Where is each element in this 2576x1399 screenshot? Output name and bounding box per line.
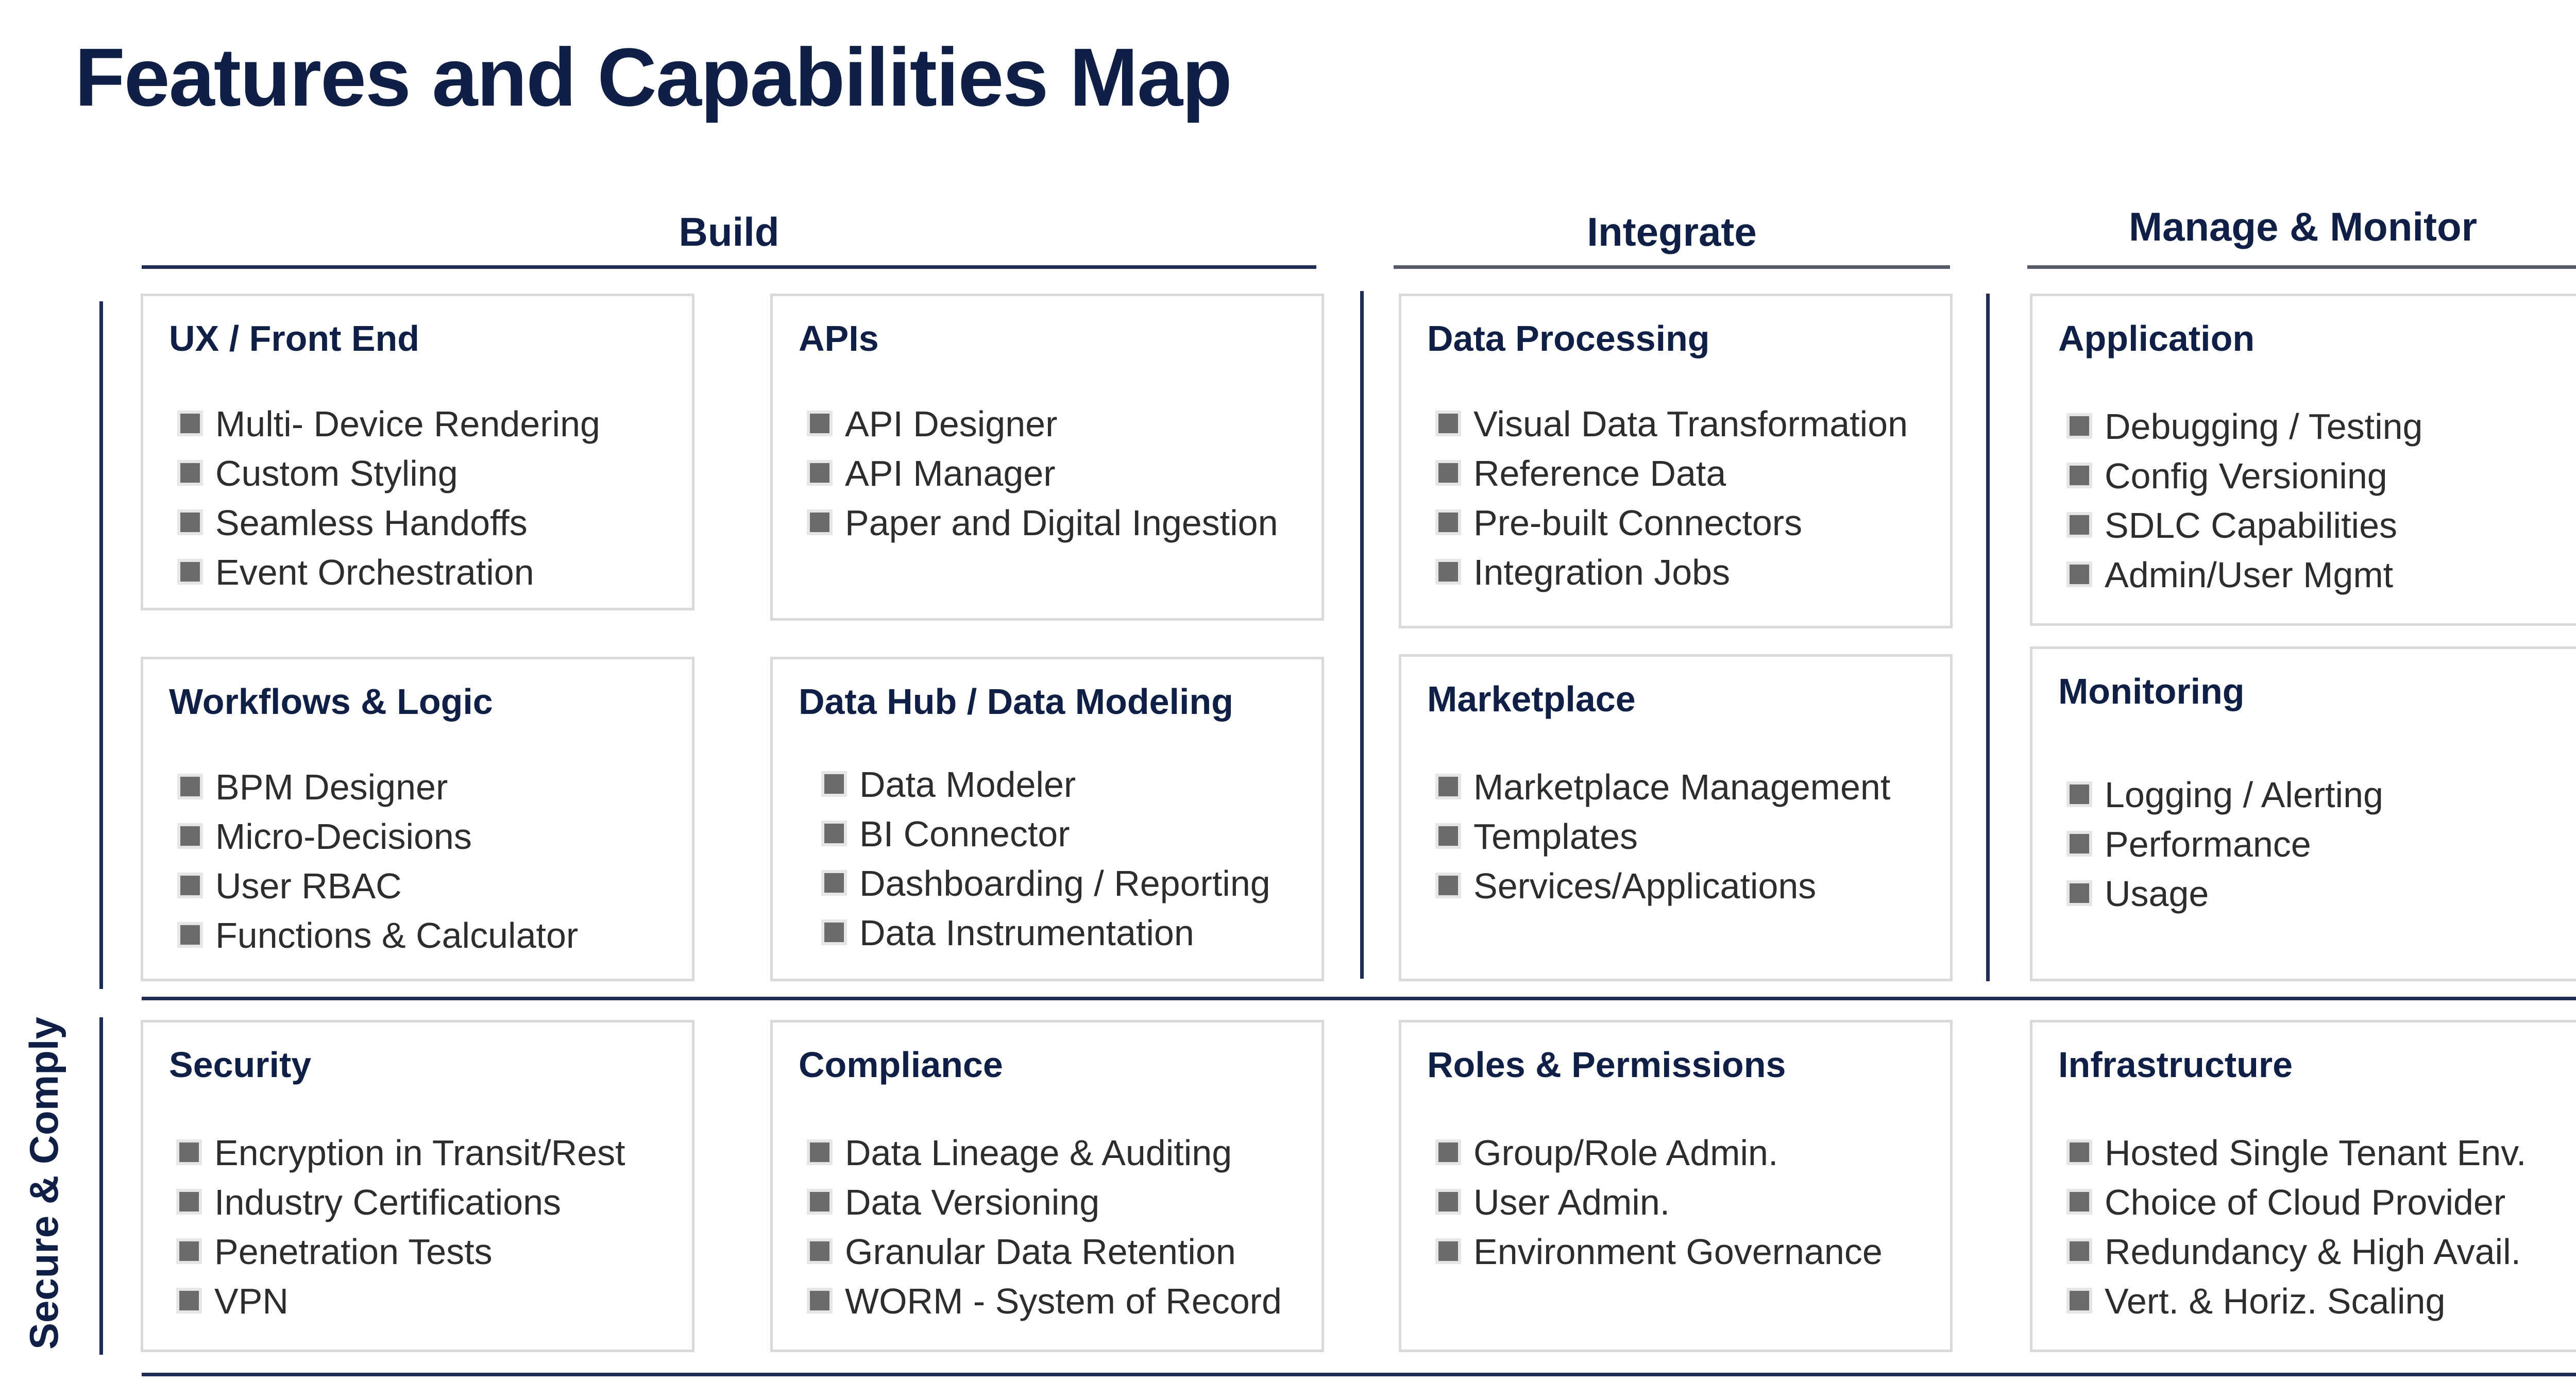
bottom-line xyxy=(142,1373,2576,1376)
card-compliance xyxy=(770,1020,1324,1352)
square-bullet-icon xyxy=(2070,1291,2089,1310)
square-bullet-icon xyxy=(824,774,844,794)
square-bullet-icon xyxy=(180,777,200,796)
list-item: Custom Styling xyxy=(180,449,600,498)
square-bullet-icon xyxy=(824,824,844,843)
card-title: Infrastructure xyxy=(2058,1045,2293,1085)
square-bullet-icon xyxy=(1438,777,1458,796)
square-bullet-icon xyxy=(824,923,844,942)
card-title: Marketplace xyxy=(1427,679,1636,719)
square-bullet-icon xyxy=(810,1142,829,1162)
square-bullet-icon xyxy=(1438,1241,1458,1261)
list-item: Vert. & Horiz. Scaling xyxy=(2070,1276,2527,1326)
square-bullet-icon xyxy=(2070,1192,2089,1212)
column-header-manage-monitor: Manage & Monitor xyxy=(2129,204,2477,249)
square-bullet-icon xyxy=(2070,834,2089,854)
manage-header-underline xyxy=(2027,265,2576,269)
card-marketplace xyxy=(1399,654,1953,981)
square-bullet-icon xyxy=(1438,876,1458,895)
square-bullet-icon xyxy=(2070,515,2089,535)
square-bullet-icon xyxy=(1438,826,1458,846)
square-bullet-icon xyxy=(2070,883,2089,903)
card-data-hub-modeling xyxy=(770,657,1324,981)
card-data-processing xyxy=(1399,294,1953,628)
card-title: Workflows & Logic xyxy=(169,681,493,722)
list-item: Group/Role Admin. xyxy=(1438,1128,1883,1178)
square-bullet-icon xyxy=(1438,562,1458,582)
feature-list xyxy=(1438,762,1890,911)
card-title: UX / Front End xyxy=(169,318,420,359)
square-bullet-icon xyxy=(180,414,200,433)
list-item: Encryption in Transit/Rest xyxy=(179,1128,625,1178)
square-bullet-icon xyxy=(810,414,829,433)
feature-list xyxy=(1438,1128,1883,1276)
square-bullet-icon xyxy=(1438,1142,1458,1162)
square-bullet-icon xyxy=(180,826,200,846)
card-ux-front-end xyxy=(141,294,694,610)
square-bullet-icon xyxy=(180,925,200,945)
feature-list xyxy=(2070,402,2423,600)
square-bullet-icon xyxy=(179,1192,199,1212)
list-item: Visual Data Transformation xyxy=(1438,399,1908,449)
square-bullet-icon xyxy=(179,1142,199,1162)
square-bullet-icon xyxy=(180,513,200,532)
build-header-underline xyxy=(142,265,1316,269)
list-item: BPM Designer xyxy=(180,762,578,812)
list-item: Redundancy & High Avail. xyxy=(2070,1227,2527,1276)
left-border-line xyxy=(99,301,103,989)
card-title: Compliance xyxy=(799,1045,1003,1085)
list-item: Choice of Cloud Provider xyxy=(2070,1178,2527,1227)
list-item: Data Modeler xyxy=(824,760,1270,809)
square-bullet-icon xyxy=(810,513,829,532)
list-item: Data Lineage & Auditing xyxy=(810,1128,1282,1178)
card-workflows-logic xyxy=(141,657,694,981)
card-infrastructure xyxy=(2030,1020,2576,1352)
list-item: Multi- Device Rendering xyxy=(180,399,600,449)
list-item: Dashboarding / Reporting xyxy=(824,859,1270,908)
square-bullet-icon xyxy=(180,463,200,483)
card-title: Data Hub / Data Modeling xyxy=(799,681,1233,722)
list-item: Granular Data Retention xyxy=(810,1227,1282,1276)
feature-list xyxy=(810,1128,1282,1326)
square-bullet-icon xyxy=(180,876,200,895)
column-header-integrate: Integrate xyxy=(1587,209,1757,254)
feature-list xyxy=(2070,1128,2527,1326)
card-monitoring xyxy=(2030,646,2576,981)
list-item: Templates xyxy=(1438,812,1890,861)
list-item: API Manager xyxy=(810,449,1278,498)
list-item: Pre-built Connectors xyxy=(1438,498,1908,548)
card-title: Data Processing xyxy=(1427,318,1710,359)
secure-section-left-line xyxy=(99,1017,103,1355)
card-title: Security xyxy=(169,1045,312,1085)
square-bullet-icon xyxy=(1438,1192,1458,1212)
square-bullet-icon xyxy=(2070,1142,2089,1162)
square-bullet-icon xyxy=(180,562,200,582)
square-bullet-icon xyxy=(824,873,844,893)
square-bullet-icon xyxy=(2070,416,2089,436)
list-item: WORM - System of Record xyxy=(810,1276,1282,1326)
square-bullet-icon xyxy=(810,1241,829,1261)
column-header-build: Build xyxy=(679,209,779,254)
square-bullet-icon xyxy=(810,463,829,483)
feature-list xyxy=(824,760,1270,958)
page-title: Features and Capabilities Map xyxy=(75,31,1231,123)
build-integrate-separator xyxy=(1360,291,1364,979)
integrate-header-underline xyxy=(1394,265,1950,269)
card-roles-permissions xyxy=(1399,1020,1953,1352)
list-item: Marketplace Management xyxy=(1438,762,1890,812)
feature-list xyxy=(179,1128,625,1326)
feature-list xyxy=(180,762,578,960)
card-title: APIs xyxy=(799,318,879,359)
square-bullet-icon xyxy=(2070,466,2089,485)
secure-comply-label: Secure & Comply xyxy=(21,1017,66,1350)
list-item: Industry Certifications xyxy=(179,1178,625,1227)
list-item: Data Versioning xyxy=(810,1178,1282,1227)
list-item: VPN xyxy=(179,1276,625,1326)
square-bullet-icon xyxy=(810,1192,829,1212)
square-bullet-icon xyxy=(1438,414,1458,433)
list-item: User Admin. xyxy=(1438,1178,1883,1227)
square-bullet-icon xyxy=(1438,513,1458,532)
list-item: Logging / Alerting xyxy=(2070,770,2383,820)
list-item: User RBAC xyxy=(180,861,578,911)
list-item: Debugging / Testing xyxy=(2070,402,2423,451)
list-item: Reference Data xyxy=(1438,449,1908,498)
list-item: Integration Jobs xyxy=(1438,548,1908,597)
list-item: SDLC Capabilities xyxy=(2070,501,2423,550)
square-bullet-icon xyxy=(2070,565,2089,584)
square-bullet-icon xyxy=(179,1241,199,1261)
list-item: Config Versioning xyxy=(2070,451,2423,501)
card-title: Roles & Permissions xyxy=(1427,1045,1786,1085)
square-bullet-icon xyxy=(810,1291,829,1310)
list-item: API Designer xyxy=(810,399,1278,449)
secure-section-top-line xyxy=(142,997,2576,1000)
card-title: Application xyxy=(2058,318,2255,359)
list-item: Penetration Tests xyxy=(179,1227,625,1276)
integrate-manage-separator xyxy=(1986,294,1990,981)
list-item: Functions & Calculator xyxy=(180,911,578,960)
square-bullet-icon xyxy=(1438,463,1458,483)
list-item: Performance xyxy=(2070,820,2383,869)
square-bullet-icon xyxy=(2070,1241,2089,1261)
feature-list xyxy=(1438,399,1908,597)
feature-list xyxy=(180,399,600,597)
list-item: Environment Governance xyxy=(1438,1227,1883,1276)
feature-list xyxy=(2070,770,2383,918)
card-application xyxy=(2030,294,2576,626)
list-item: Event Orchestration xyxy=(180,548,600,597)
card-apis xyxy=(770,294,1324,621)
feature-list xyxy=(810,399,1278,548)
list-item: BI Connector xyxy=(824,809,1270,859)
list-item: Paper and Digital Ingestion xyxy=(810,498,1278,548)
card-title: Monitoring xyxy=(2058,671,2245,711)
list-item: Services/Applications xyxy=(1438,861,1890,911)
square-bullet-icon xyxy=(179,1291,199,1310)
card-security xyxy=(141,1020,694,1352)
list-item: Seamless Handoffs xyxy=(180,498,600,548)
list-item: Micro-Decisions xyxy=(180,812,578,861)
list-item: Hosted Single Tenant Env. xyxy=(2070,1128,2527,1178)
list-item: Usage xyxy=(2070,869,2383,918)
list-item: Admin/User Mgmt xyxy=(2070,550,2423,600)
square-bullet-icon xyxy=(2070,784,2089,804)
list-item: Data Instrumentation xyxy=(824,908,1270,958)
